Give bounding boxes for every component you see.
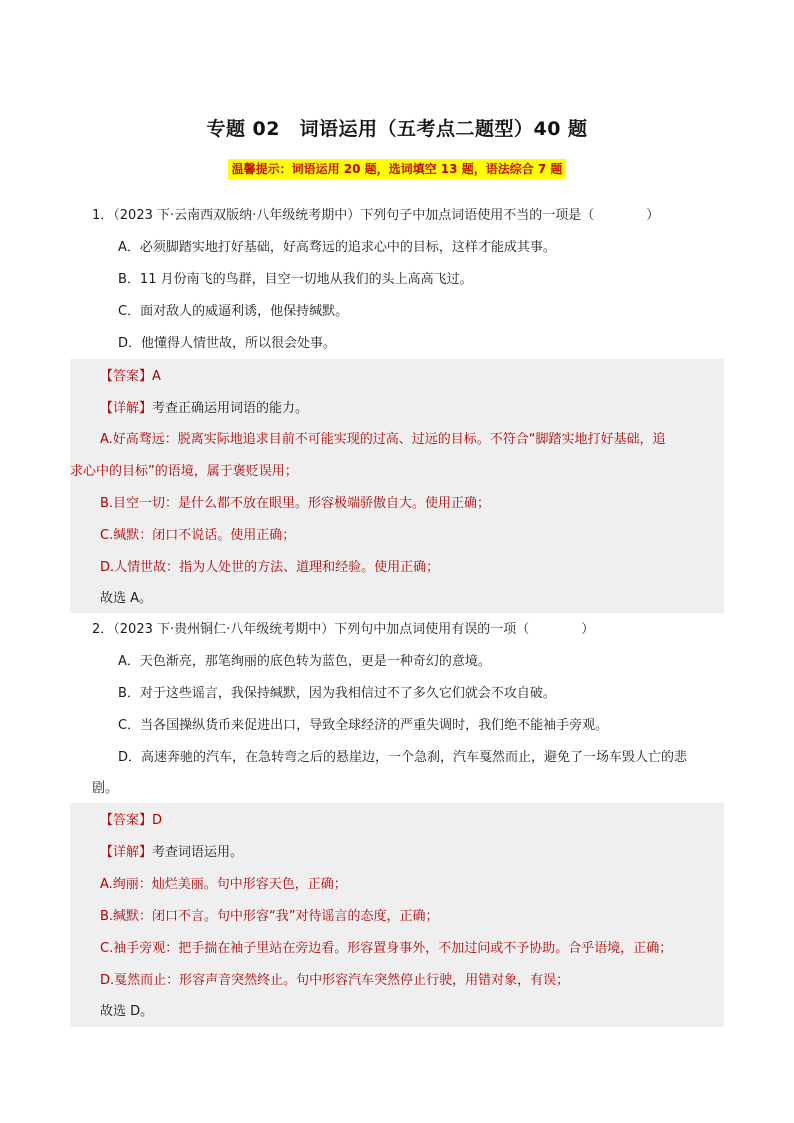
question-2-explanation-b: B.缄默：闭口不言。句中形容“我”对待谣言的态度，正确； [100, 909, 439, 924]
tip-banner: 温馨提示：词语运用 20 题，选词填空 13 题，语法综合 7 题 [228, 159, 567, 179]
question-1-explanation-d: D.人情世故：指为人处世的方法、道理和经验。使用正确； [100, 560, 440, 575]
answer-value: A [152, 369, 161, 384]
question-2-stem: 2．（2023 下·贵州铜仁·八年级统考期中）下列句中加点词使用有误的一项（ ） [92, 622, 595, 637]
answer-value: D [152, 813, 163, 828]
question-1-explanation-a-line-1: A.好高骛远：脱离实际地追求目前不可能实现的过高、过远的目标。不符合“脚踏实地打好基础，追 [100, 432, 666, 447]
question-2-conclusion: 故选 D。 [100, 1004, 154, 1019]
question-2-detail [100, 843, 243, 863]
answer-label: 【答案】 [100, 369, 153, 384]
question-2-option-d-line-1: D．高速奔驰的汽车，在急转弯之后的悬崖边，一个急刹，汽车戛然而止，避免了一场车毁人亡的悲 [118, 750, 688, 765]
question-1-answer-box [70, 359, 724, 613]
question-2-answer [100, 811, 162, 831]
question-2-explanation-a: A.绚丽：灿烂美丽。句中形容天色，正确； [100, 877, 347, 892]
question-2-answer-box [70, 803, 724, 1027]
detail-label: 【详解】 [100, 845, 153, 860]
question-1-explanation-b: B.目空一切：是什么都不放在眼里。形容极端骄傲自大。使用正确； [100, 496, 491, 511]
detail-text: 考查词语运用。 [152, 845, 244, 860]
question-2-option-b: B．对于这些谣言，我保持缄默，因为我相信过不了多久它们就会不攻自破。 [118, 686, 556, 701]
question-1-explanation-c: C.缄默：闭口不说话。使用正确； [100, 528, 296, 543]
detail-text: 考查正确运用词语的能力。 [152, 401, 309, 416]
question-1-stem: 1．（2023 下·云南西双版纳·八年级统考期中）下列句子中加点词语使用不当的一项是（ ） [92, 208, 660, 223]
tip-container [0, 158, 794, 179]
question-1-option-a: A．必须脚踏实地打好基础，好高骛远的追求心中的目标，这样才能成其事。 [118, 240, 556, 255]
question-2-explanation-c: C.袖手旁观：把手揣在袖子里站在旁边看。形容置身事外，不加过问或不予协助。合乎语境，正确； [100, 941, 673, 956]
question-1-option-d: D．他懂得人情世故，所以很会处事。 [118, 336, 337, 351]
detail-label: 【详解】 [100, 401, 153, 416]
question-1-option-b: B．11 月份南飞的鸟群，目空一切地从我们的头上高高飞过。 [118, 272, 473, 287]
question-1-option-c: C．面对敌人的威逼利诱，他保持缄默。 [118, 304, 349, 319]
question-2-option-a: A．天色渐亮，那笔绚丽的底色转为蓝色，更是一种奇幻的意境。 [118, 654, 491, 669]
answer-label: 【答案】 [100, 813, 153, 828]
page-title: 专题 02 词语运用（五考点二题型）40 题 [206, 118, 588, 140]
question-1-answer [100, 367, 161, 387]
question-1-conclusion: 故选 A。 [100, 591, 153, 606]
question-1-detail [100, 399, 308, 419]
question-2-explanation-d: D.戛然而止：形容声音突然终止。句中形容汽车突然停止行驶，用错对象，有误； [100, 973, 570, 988]
question-2-option-c: C．当各国操纵货币来促进出口，导致全球经济的严重失调时，我们绝不能袖手旁观。 [118, 718, 609, 733]
question-1-explanation-a-line-2: 求心中的目标”的语境，属于褒贬误用； [70, 464, 298, 479]
question-2-option-d-line-2: 剧。 [92, 781, 119, 796]
